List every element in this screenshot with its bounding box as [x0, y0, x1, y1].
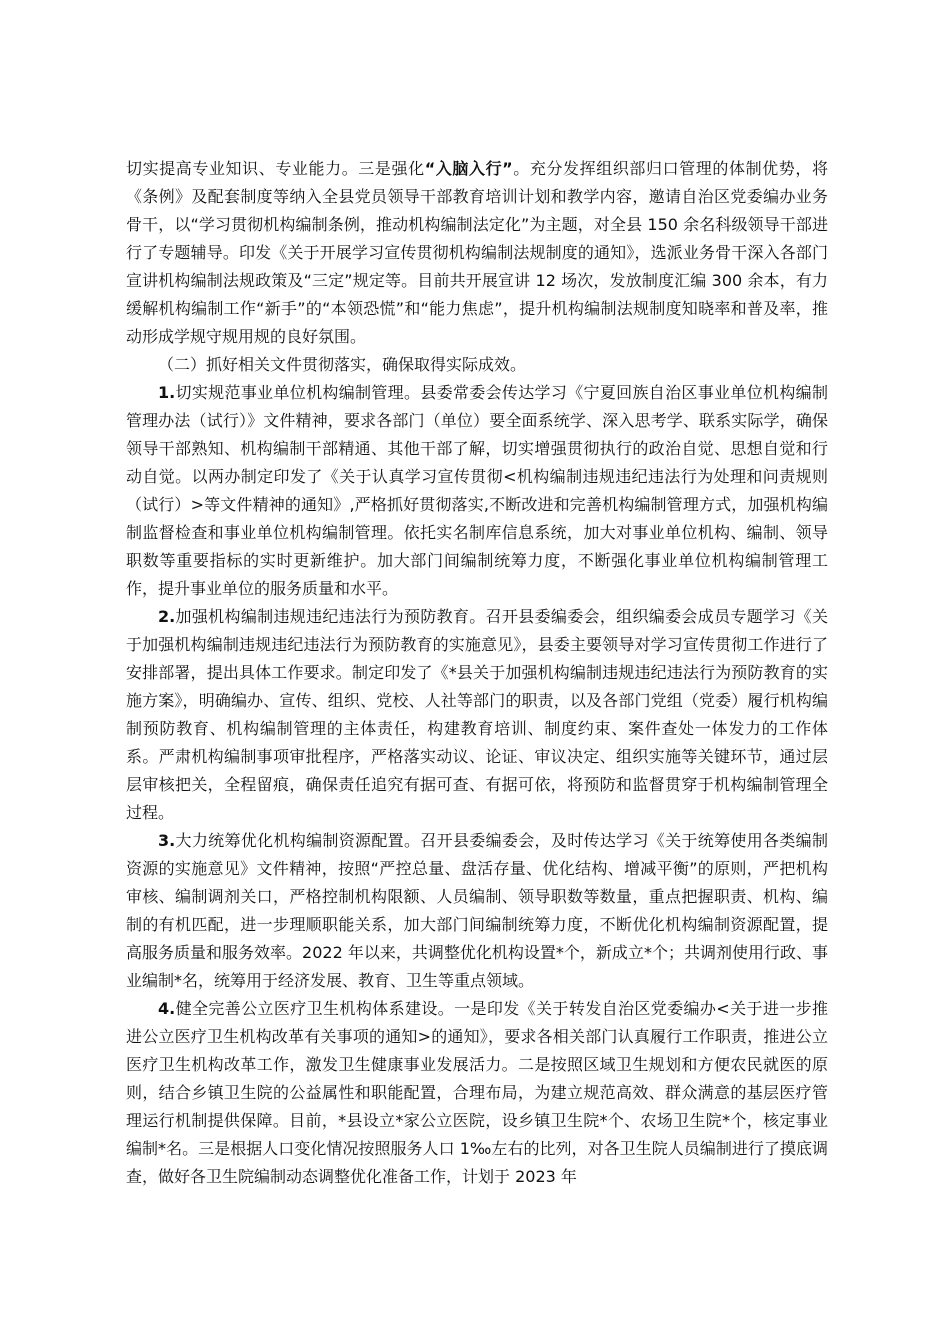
paragraph-text: 加强机构编制违规违纪违法行为预防教育。召开县委编委会，组织编委会成员专题学习《关于加强机构编制违规违纪违法行为预防教育的实施意见》，县委主要领导对学习宣传贯彻工作进行了安排部署，提出具体工作要求。制定印发了《*县关于加强机构编制违规违纪违法行为预防教育的实施方案》，明确编办、宣传、组织、党校、人社等部门的职责，以及各部门党组（党委）履行机构编制预防教育、机构编制管理的主体责任，构建教育培训、制度约束、案件查处一体发力的工作体系。严肃机构编制事项审批程序，严格落实动议、论证、审议决定、组织实施等关键环节，通过层层审核把关，全程留痕，确保责任追究有据可查、有据可依，将预防和监督贯穿于机构编制管理全过程。: [126, 607, 828, 822]
document-page: [126, 155, 828, 1191]
paragraph-text: 大力统筹优化机构编制资源配置。召开县委编委会，及时传达学习《关于统筹使用各类编制资源的实施意见》文件精神，按照“严控总量、盘活存量、优化结构、增减平衡”的原则，严把机构审核、编制调剂关口，严格控制机构限额、人员编制、领导职数等数量，重点把握职责、机构、编制的有机匹配，进一步理顺职能关系，加大部门间编制统筹力度，不断优化机构编制资源配置，提高服务质量和服务效率。2022 年以来，共调整优化机构设置*个，新成立*个；共调剂使用行政、事业编制*名，统筹用于经济发展、教育、卫生等重点领域。: [126, 831, 828, 990]
paragraph-item-2: [126, 603, 828, 827]
paragraph-text: 。充分发挥组织部归口管理的体制优势，将《条例》及配套制度等纳入全县党员领导干部教育培训计划和教学内容，邀请自治区党委编办业务骨干，以“学习贯彻机构编制条例，推动机构编制法定化”为主题，对全县 150 余名科级领导干部进行了专题辅导。印发《关于开展学习宣传贯彻机构编制法规制度的通知》，选派业务骨干深入各部门宣讲机构编制法规政策及“三定”规定等。目前共开展宣讲 12 场次，发放制度汇编 300 余本，有力缓解机构编制工作“新手”的“本领恐慌”和“能力焦虑”，提升机构编制法规制度知晓率和普及率，推动形成学规守规用规的良好氛围。: [126, 159, 828, 346]
emphasis-text: “入脑入行”: [424, 159, 513, 178]
paragraph-text: 切实提高专业知识、专业能力。三是强化: [126, 159, 425, 178]
paragraph-item-4: [126, 995, 828, 1191]
paragraph-item-3: [126, 827, 828, 995]
paragraph-item-1: [126, 379, 828, 603]
item-number: 4.: [158, 999, 176, 1018]
paragraph-continuation: [126, 155, 828, 351]
item-number: 1.: [158, 383, 176, 402]
section-heading: （二）抓好相关文件贯彻落实，确保取得实际成效。: [158, 355, 527, 374]
item-number: 3.: [158, 831, 176, 850]
paragraph-text: 健全完善公立医疗卫生机构体系建设。一是印发《关于转发自治区党委编办<关于进一步推进公立医疗卫生机构改革有关事项的通知>的通知》，要求各相关部门认真履行工作职责，推进公立医疗卫生机构改革工作，激发卫生健康事业发展活力。二是按照区域卫生规划和方便农民就医的原则，结合乡镇卫生院的公益属性和职能配置，合理布局，为建立规范高效、群众满意的基层医疗管理运行机制提供保障。目前，*县设立*家公立医院，设乡镇卫生院*个、农场卫生院*个，核定事业编制*名。三是根据人口变化情况按照服务人口 1‰左右的比列，对各卫生院人员编制进行了摸底调查，做好各卫生院编制动态调整优化准备工作，计划于 2023 年: [126, 999, 828, 1186]
item-number: 2.: [158, 607, 176, 626]
paragraph-text: 切实规范事业单位机构编制管理。县委常委会传达学习《宁夏回族自治区事业单位机构编制管理办法（试行）》文件精神，要求各部门（单位）要全面系统学、深入思考学、联系实际学，确保领导干部熟知、机构编制干部精通、其他干部了解，切实增强贯彻执行的政治自觉、思想自觉和行动自觉。以两办制定印发了《关于认真学习宣传贯彻<机构编制违规违纪违法行为处理和问责规则（试行）>等文件精神的通知》,严格抓好贯彻落实,不断改进和完善机构编制管理方式，加强机构编制监督检查和事业单位机构编制管理。依托实名制库信息系统，加大对事业单位机构、编制、领导职数等重要指标的实时更新维护。加大部门间编制统筹力度，不断强化事业单位机构编制管理工作，提升事业单位的服务质量和水平。: [126, 383, 828, 598]
